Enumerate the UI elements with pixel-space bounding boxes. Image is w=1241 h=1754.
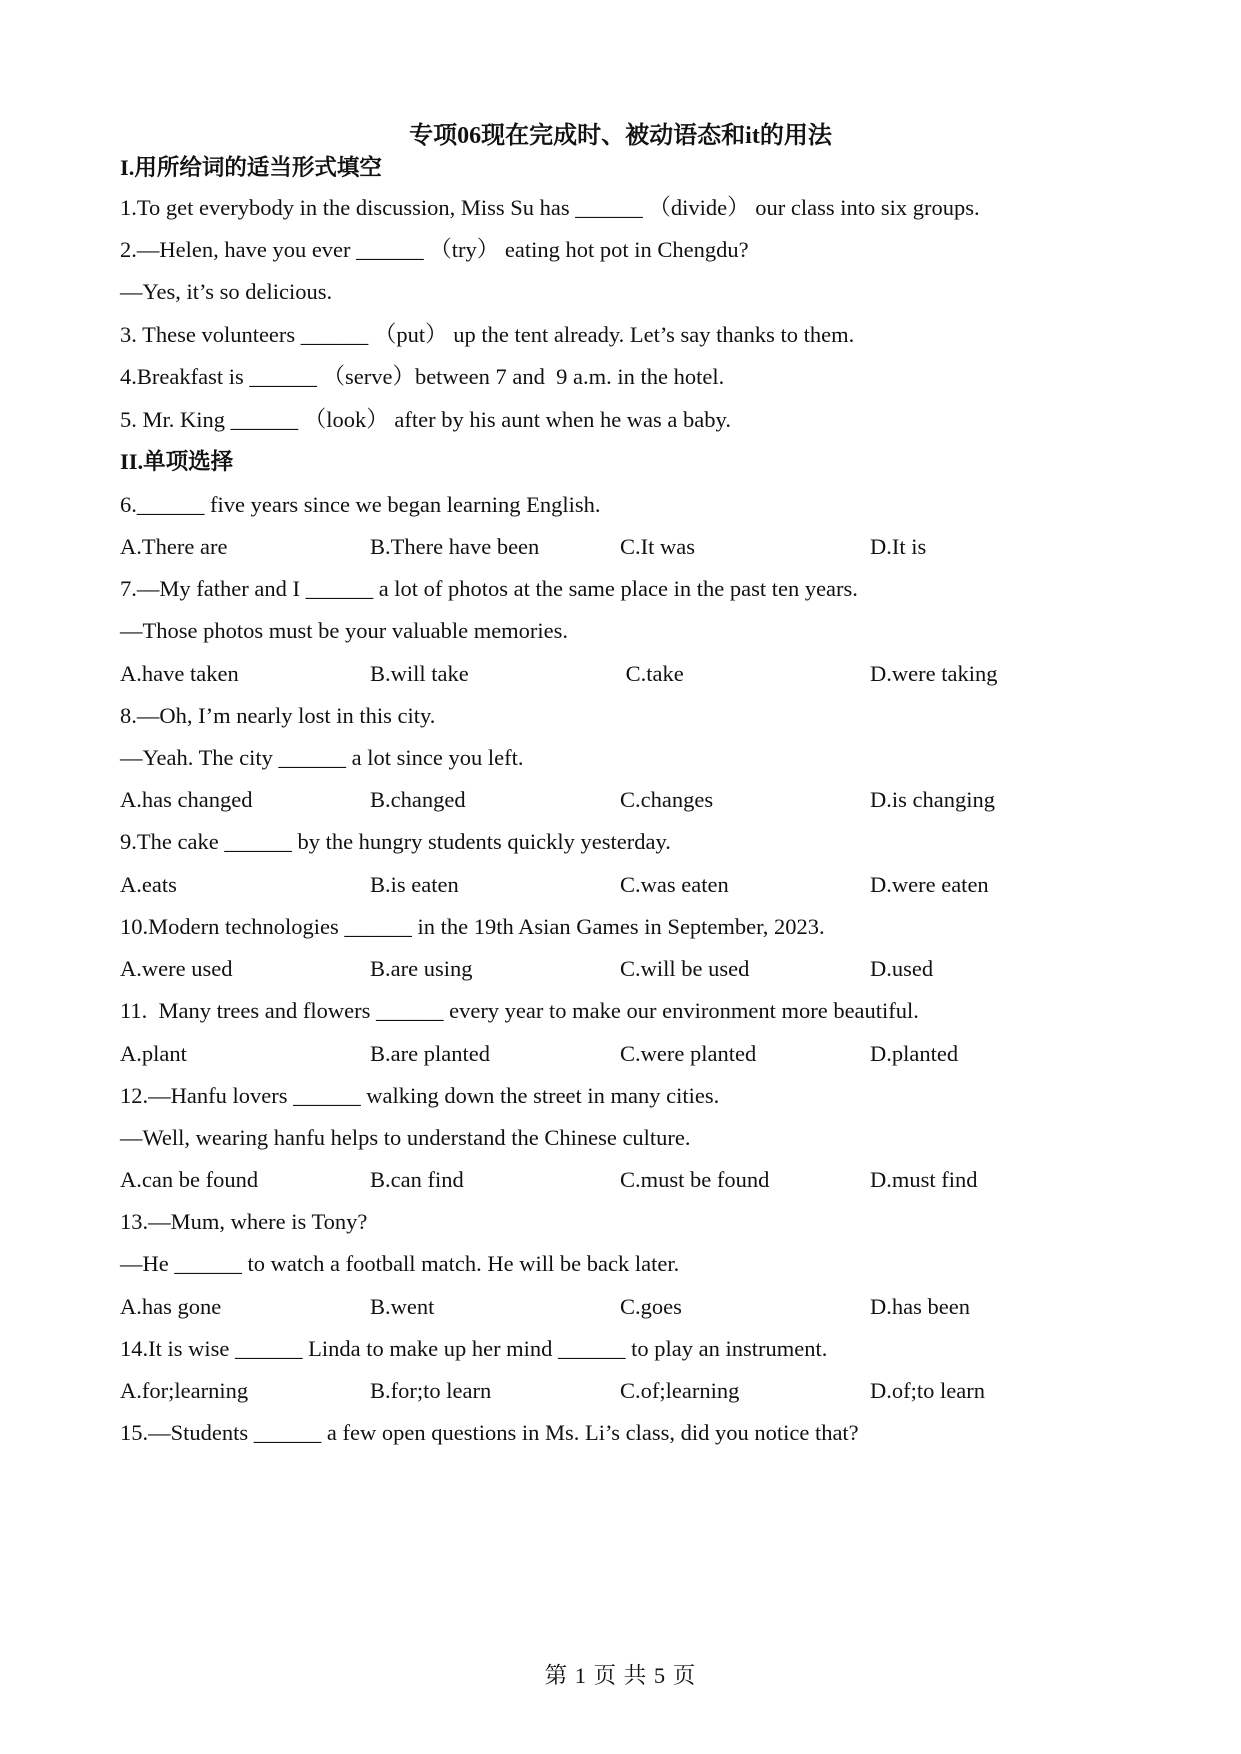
option-b: B.are planted bbox=[370, 1041, 490, 1066]
option-c: C.It was bbox=[620, 534, 695, 559]
question-7: 7.—My father and I ______ a lot of photos at the same place in the past ten years. bbox=[120, 576, 858, 601]
question-12-reply: —Well, wearing hanfu helps to understand the Chinese culture. bbox=[120, 1125, 691, 1150]
option-a: A.There are bbox=[120, 534, 228, 559]
option-c: C.were planted bbox=[620, 1041, 757, 1066]
question-3: 3. These volunteers ______ （put） up the tent already. Let’s say thanks to them. bbox=[120, 322, 855, 347]
option-c: C.of;learning bbox=[620, 1378, 740, 1403]
option-c: C.changes bbox=[620, 787, 714, 812]
option-b: B.is eaten bbox=[370, 872, 459, 897]
option-d: D.must find bbox=[870, 1167, 978, 1192]
question-8-reply: —Yeah. The city ______ a lot since you left. bbox=[120, 745, 524, 770]
option-c: C.must be found bbox=[620, 1167, 770, 1192]
option-c: C.take bbox=[620, 661, 684, 686]
option-a: A.eats bbox=[120, 872, 177, 897]
question-9: 9.The cake ______ by the hungry students quickly yesterday. bbox=[120, 829, 671, 854]
option-d: D.used bbox=[870, 956, 934, 981]
question-13: 13.—Mum, where is Tony? bbox=[120, 1209, 368, 1234]
question-6: 6.______ five years since we began learning English. bbox=[120, 492, 601, 517]
option-b: B.can find bbox=[370, 1167, 464, 1192]
option-a: A.have taken bbox=[120, 661, 239, 686]
options-11 bbox=[120, 1034, 1120, 1074]
option-a: A.for;learning bbox=[120, 1378, 249, 1403]
option-d: D.of;to learn bbox=[870, 1378, 985, 1403]
option-a: A.can be found bbox=[120, 1167, 259, 1192]
question-7-reply: —Those photos must be your valuable memories. bbox=[120, 618, 569, 643]
question-2-reply: —Yes, it’s so delicious. bbox=[120, 279, 333, 304]
option-d: D.has been bbox=[870, 1294, 970, 1319]
question-13-reply: —He ______ to watch a football match. He will be back later. bbox=[120, 1251, 680, 1276]
option-b: B.There have been bbox=[370, 534, 540, 559]
option-b: B.will take bbox=[370, 661, 469, 686]
question-5: 5. Mr. King ______ （look） after by his aunt when he was a baby. bbox=[120, 407, 731, 432]
option-c: C.will be used bbox=[620, 956, 750, 981]
options-6 bbox=[120, 527, 1120, 567]
question-1: 1.To get everybody in the discussion, Miss Su has ______ （divide） our class into six groups. bbox=[120, 195, 980, 220]
question-2: 2.—Helen, have you ever ______ （try） eating hot pot in Chengdu? bbox=[120, 237, 749, 262]
options-12 bbox=[120, 1160, 1120, 1200]
option-d: D.is changing bbox=[870, 787, 995, 812]
option-d: D.It is bbox=[870, 534, 927, 559]
option-a: A.has gone bbox=[120, 1294, 222, 1319]
question-15: 15.—Students ______ a few open questions in Ms. Li’s class, did you notice that? bbox=[120, 1420, 859, 1445]
option-a: A.has changed bbox=[120, 787, 253, 812]
option-a: A.plant bbox=[120, 1041, 187, 1066]
question-14: 14.It is wise ______ Linda to make up her mind ______ to play an instrument. bbox=[120, 1336, 828, 1361]
option-b: B.are using bbox=[370, 956, 473, 981]
question-4: 4.Breakfast is ______ （serve）between 7 and 9 a.m. in the hotel. bbox=[120, 364, 725, 389]
option-a: A.were used bbox=[120, 956, 233, 981]
options-9 bbox=[120, 865, 1120, 905]
option-d: D.were taking bbox=[870, 661, 998, 686]
option-b: B.went bbox=[370, 1294, 435, 1319]
option-c: C.goes bbox=[620, 1294, 682, 1319]
question-11: 11. Many trees and flowers ______ every year to make our environment more beautiful. bbox=[120, 998, 919, 1023]
options-13 bbox=[120, 1287, 1120, 1327]
question-8: 8.—Oh, I’m nearly lost in this city. bbox=[120, 703, 436, 728]
option-b: B.changed bbox=[370, 787, 466, 812]
page-footer: 第 1 页 共 5 页 bbox=[544, 1663, 697, 1688]
option-d: D.were eaten bbox=[870, 872, 989, 897]
option-d: D.planted bbox=[870, 1041, 959, 1066]
options-14 bbox=[120, 1371, 1120, 1411]
options-7 bbox=[120, 654, 1120, 694]
section-heading-fill-blank: I.用所给词的适当形式填空 bbox=[120, 155, 382, 180]
option-c: C.was eaten bbox=[620, 872, 729, 897]
section-heading-multiple-choice: II.单项选择 bbox=[120, 449, 234, 474]
options-10 bbox=[120, 949, 1120, 989]
options-8 bbox=[120, 780, 1120, 820]
question-12: 12.—Hanfu lovers ______ walking down the street in many cities. bbox=[120, 1083, 720, 1108]
page-title: 专项06现在完成时、被动语态和it的用法 bbox=[409, 123, 832, 149]
option-b: B.for;to learn bbox=[370, 1378, 492, 1403]
question-10: 10.Modern technologies ______ in the 19th Asian Games in September, 2023. bbox=[120, 914, 825, 939]
